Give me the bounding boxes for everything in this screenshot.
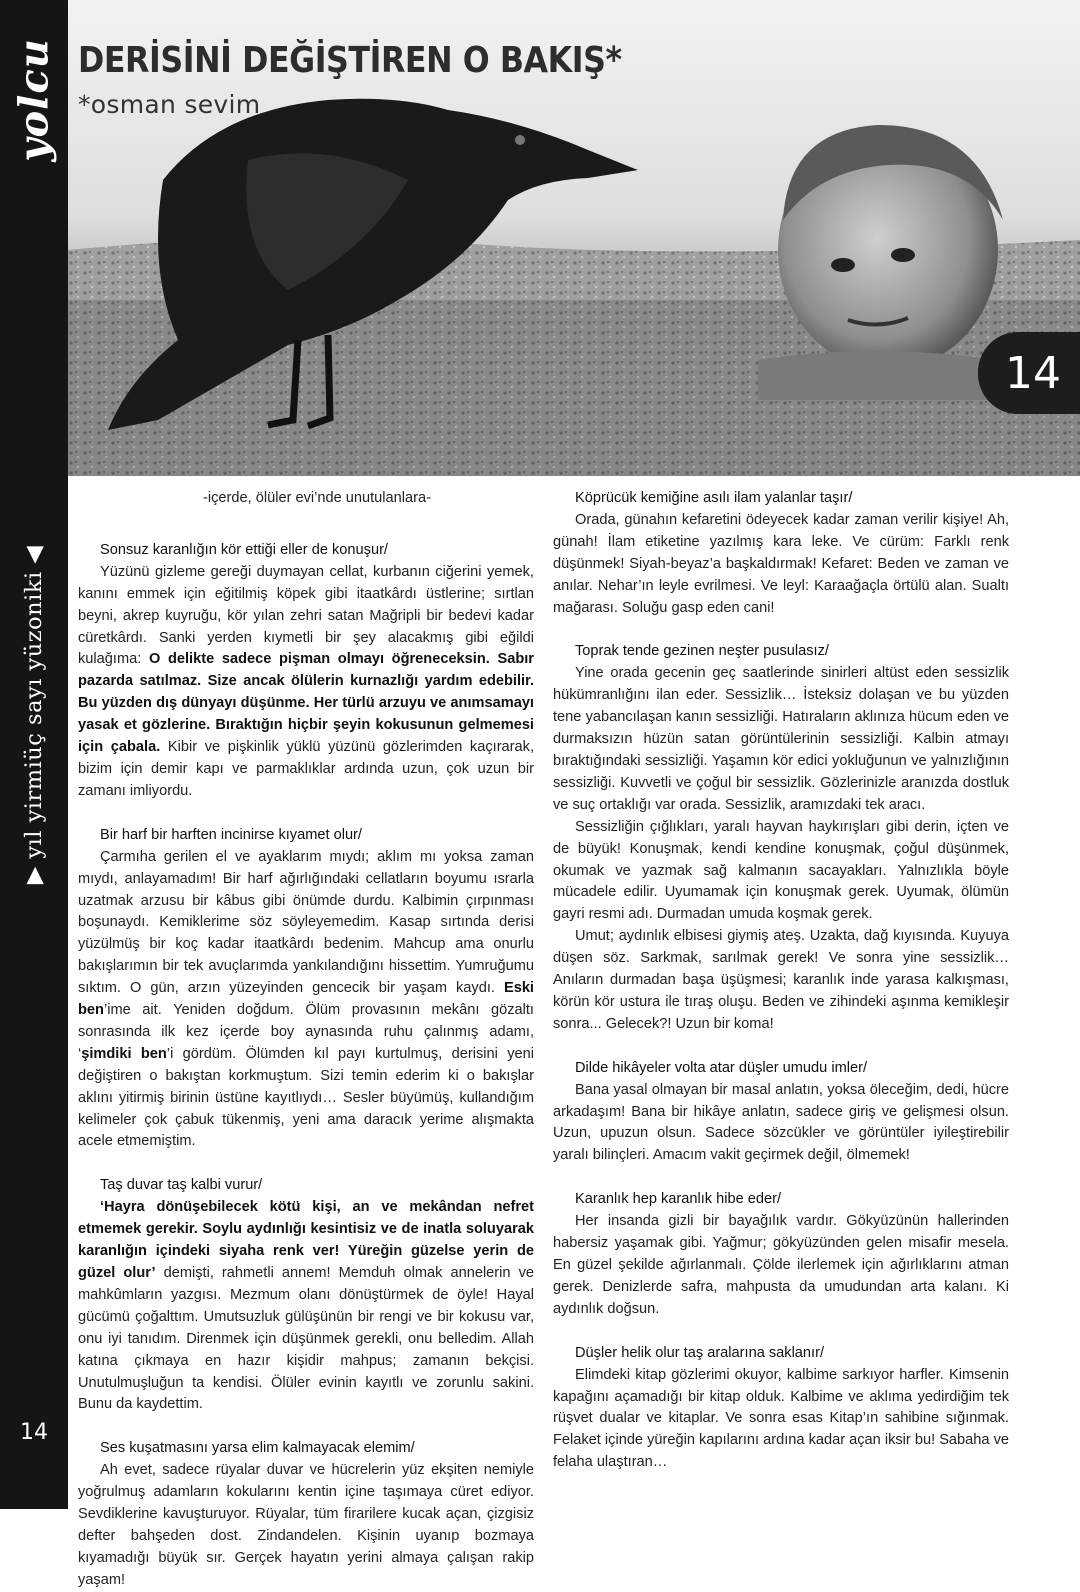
page-number: 14	[20, 1420, 48, 1445]
text: Çarmıha gerilen el ve ayaklarım mıydı; aklım mı yoksa zaman mıydı, anlayamadım! Bir harf ağırlığındaki cellatların boyumu ısrarla uzatmak arzusu bir kâbus gibi önümde durdu. Kalbimin çırpınması boşunaydı. Kemiklerime söz söyleyemedim. Kasap sırtında derisi yüzülmüş bir koç kadar itaatkârdı bedenim. Mahcup ama onurlu bakışlarımın bir tek avuçlarımda yankılandığını hissettim. Yumruğumu sıktım. O gün, arzın yüzeyinden gencecik bir yaşam kaydı.	[78, 848, 534, 997]
sidebar	[0, 0, 68, 1509]
highlight-text: O delikte sadece pişman olmayı öğreneceksin. Sabır pazarda satılmaz. Size ancak ölülerin kurnazlığı yardım edebilir. Bu yüzden dış dünyayı düşünme. Her türlü arzuyu ve anımsamayı yasak et gözlerine. Bıraktığın hiçbir şeyin kokusunun gelmemesi için çabala.	[78, 651, 534, 756]
paragraph	[78, 847, 534, 1154]
paragraph	[78, 562, 534, 803]
magazine-name: yolcu	[10, 38, 58, 162]
section-heading: Düşler helik olur taş aralarına saklanır/	[575, 1344, 825, 1361]
text: Kibir ve pişkinlik yüklü yüzünü gözlerimden kaçırarak, bizim için demir kapı ve parmaklıklar ardında uzun, çok uzun bir zamanı imliyordu.	[78, 739, 535, 799]
paragraph: Her insanda gizli bir bayağılık vardır. Gökyüzünün hallerinden habersiz yaşamak gibi. Yağmur; gökyüzünden gelen misafir mesela. En güzel şekilde ağırlanmalı. Çölde ilerlemek için ağırlıklarını atman gerek. Denizlerde safra, mahpusta da umudundan arta kalanı. Ki aydınlık doğsun.	[553, 1213, 1009, 1317]
left-column	[78, 488, 534, 1592]
issue-label	[10, 520, 58, 910]
section-heading: Taş duvar taş kalbi vurur/	[100, 1177, 263, 1194]
article-author: *osman sevim	[78, 90, 261, 119]
text: ’i gördüm. Ölümden kıl payı kurtulmuş, derisini yeni değiştiren o bakıştan korkmuştum. Sizi temin ederim ki o bakışlar aklını yitirmiş birinin üstüne kayıtlıydı… Sesler büyümüş, kullandığım kelimeler çok çabuk tükenmiş, yeni ama daracık yerime alışmakta acele etmemiştim.	[78, 1045, 534, 1150]
page-tab: 14	[978, 332, 1080, 414]
section-heading: Bir harf bir harften incinirse kıyamet olur/	[100, 826, 362, 843]
paragraph: Bana yasal olmayan bir masal anlatın, yoksa öleceğim, dedi, hücre arkadaşım! Bana bir hikâye anlatın, sadece giriş ve gelişmesi olsun. Uzun, upuzun olsun. Sadece sözcükler ve görüntüler iyileştirebilir yaralı bilinçleri. Amacım vakit geçirmek değil, ölmemek!	[553, 1081, 1009, 1164]
highlight-text: Eski ben	[78, 980, 534, 1019]
highlight-text: şimdiki ben	[81, 1045, 167, 1062]
magazine-logo	[10, 40, 58, 160]
paragraph	[78, 1197, 534, 1416]
text: demişti, rahmetli annem! Memduh olmak annelerin ve mahkûmların yazgısı. Mezmum olanı dönüştürmek de öyle! Hayal gücümü çoğalttım. Umutsuzluk gülüşünün bir rengi ve bir kokusu var, onu iyi tanıdım. Direnmek için düşünmek gerekli, onu belledim. Allah katına çıkmaya en hazır kişidir mahpus; zamanın bekçisi. Unutulmuşluğun ta kendisi. Ölüler evinin kayıtlı ve zorunlu sakini. Bunu da kaydettim.	[78, 1265, 534, 1413]
text: ’ime ait. Yeniden doğdum. Ölüm provasının mekânı gözaltı sonrasında ilk kez içerde boy aynasında ruhu çalınmış adamı, ‘	[78, 1002, 534, 1062]
section-heading: Köprücük kemiğine asılı ilam yalanlar taşır/	[575, 490, 853, 506]
issue-text: ▶ yıl yirmiüç sayı yüzoniki ◀	[21, 545, 47, 885]
right-column	[553, 488, 1009, 1474]
paragraph: Ah evet, sadece rüyalar duvar ve hücrelerin yüz ekşiten nemiyle yoğrulmuş adamların kokularını kentin içine taşımaya cüret ediyor. Sevdiklerine kavuşturuyor. Rüyalar, tüm firarilere kucak açan, çizgisiz defter bahşeden dost. Zindandelen. Kişinin uyanıp bozmaya kıyamadığı büyük sır. Gerçek hayatın yerini almaya çalışan rakip yaşam!	[78, 1462, 534, 1588]
text: Yüzünü gizleme gereği duymayan cellat, kurbanın ciğerini yemek, kanını emmek için eğitilmiş köpek gibi itaatkârdı üstlerine; sırtlan beyni, akrep kuyruğu, kör yılan zehri satan Mağripli bir bedevi kadar cüretkârdı. Sanki yerden kıymetli bir şey alacakmış gibi eğildi kulağıma:	[78, 563, 534, 668]
section-heading: Dilde hikâyeler volta atar düşler umudu imler/	[575, 1059, 868, 1076]
paragraph: Yine orada gecenin geç saatlerinde sinirleri altüst eden sessizlik hükümranlığını ilan eder. Sessizlik… İsteksiz dolaşan ve bu yüzden tene yabancılaşan kanın sessizliği. Hatıraların aklınıza hücum eden ve durmaksızın hüzün satan görüntülerinin sessizliği. Kalbin atmayı bıraktığındaki sessizliği. Yaşamın kör edici yokluğunun ve yalnızlığının sessizliği. Kuvvetli ve çoğul bir sessizlik. Gözlerinizle aranızda dostluk ve suç ortaklığı var orada. Sessizlik, aramızdaki tek aracı.	[553, 665, 1009, 813]
paragraph: Orada, günahın kefaretini ödeyecek kadar zaman verilir kişiye! Ah, günah! İlam etiketine yazılmış kara leke. Ve cürüm: Farklı renk düşünmek! Siyah-beyaz’a başkaldırmak! Kefaret: Beden ve zaman ve anılar. Nehar’ın leyle evrilmesi. Ve leyl: Karaağaçla örtülü alan. Sualtı mağarası. Soluğu gasp eden cani!	[553, 511, 1009, 616]
section-heading: Karanlık hep karanlık hibe eder/	[575, 1191, 782, 1208]
section-heading: Ses kuşatmasını yarsa elim kalmayacak elemim/	[100, 1440, 415, 1457]
dedication: -içerde, ölüler evi’nde unutulanlara-	[203, 490, 431, 506]
article-title: DERİSİNİ DEĞİŞTİREN O BAKIŞ*	[78, 40, 622, 81]
paragraph: Elimdeki kitap gözlerimi okuyor, kalbime sarkıyor harfler. Kimsenin kapağını açamadığı bir kitap olduk. Kalbime ve aklıma yedirdiğim tek rüşvet dualar ve kitaplar. Ve sonra esas Kitap’ın sahibine sığınmak. Felaket içinde yüreğin kapılarını ardına kadar açan iksir bu! Sabaha ve felaha ulaştıran…	[553, 1366, 1009, 1471]
paragraph: Umut; aydınlık elbisesi giymiş ateş. Uzakta, dağ kıyısında. Kuyuya düşen söz. Sarkmak, sarılmak gerek! Ve sonra yine sessizlik… Anıların durmadan başa üşüşmesi; karanlık inde yarasa kalkışması, körün kör ustura ile tıraş oluşu. Beden ve zihindeki aşınma kemikleşir sonra... Gelecek?! Uzun bir koma!	[553, 928, 1009, 1032]
section-heading: Toprak tende gezinen neşter pusulasız/	[575, 643, 829, 660]
paragraph: Sessizliğin çığlıkları, yaralı hayvan haykırışları gibi derin, içten ve de büyük! Konuşmak, kendi kendine konuşmak, çoğul düşünmek, okumak ve yazmak sağ kalmanın sacayakları. Yalnızlıkla böyle mücadele edilir. Uyumamak için konuşmak gerek. Uyumak, ölümün gayri resmi adı. Durmadan umuda koşmak gerek.	[553, 818, 1009, 923]
highlight-text: ‘Hayra dönüşebilecek kötü kişi, an ve mekândan nefret etmemek gerekir. Soylu aydınlığı kesintisiz ve de inatla soluyarak karanlığın içindeki siyaha renk ver! Yüreğin güzelse yerin de güzel olur’	[78, 1199, 534, 1281]
section-heading: Sonsuz karanlığın kör ettiği eller de konuşur/	[100, 541, 388, 558]
